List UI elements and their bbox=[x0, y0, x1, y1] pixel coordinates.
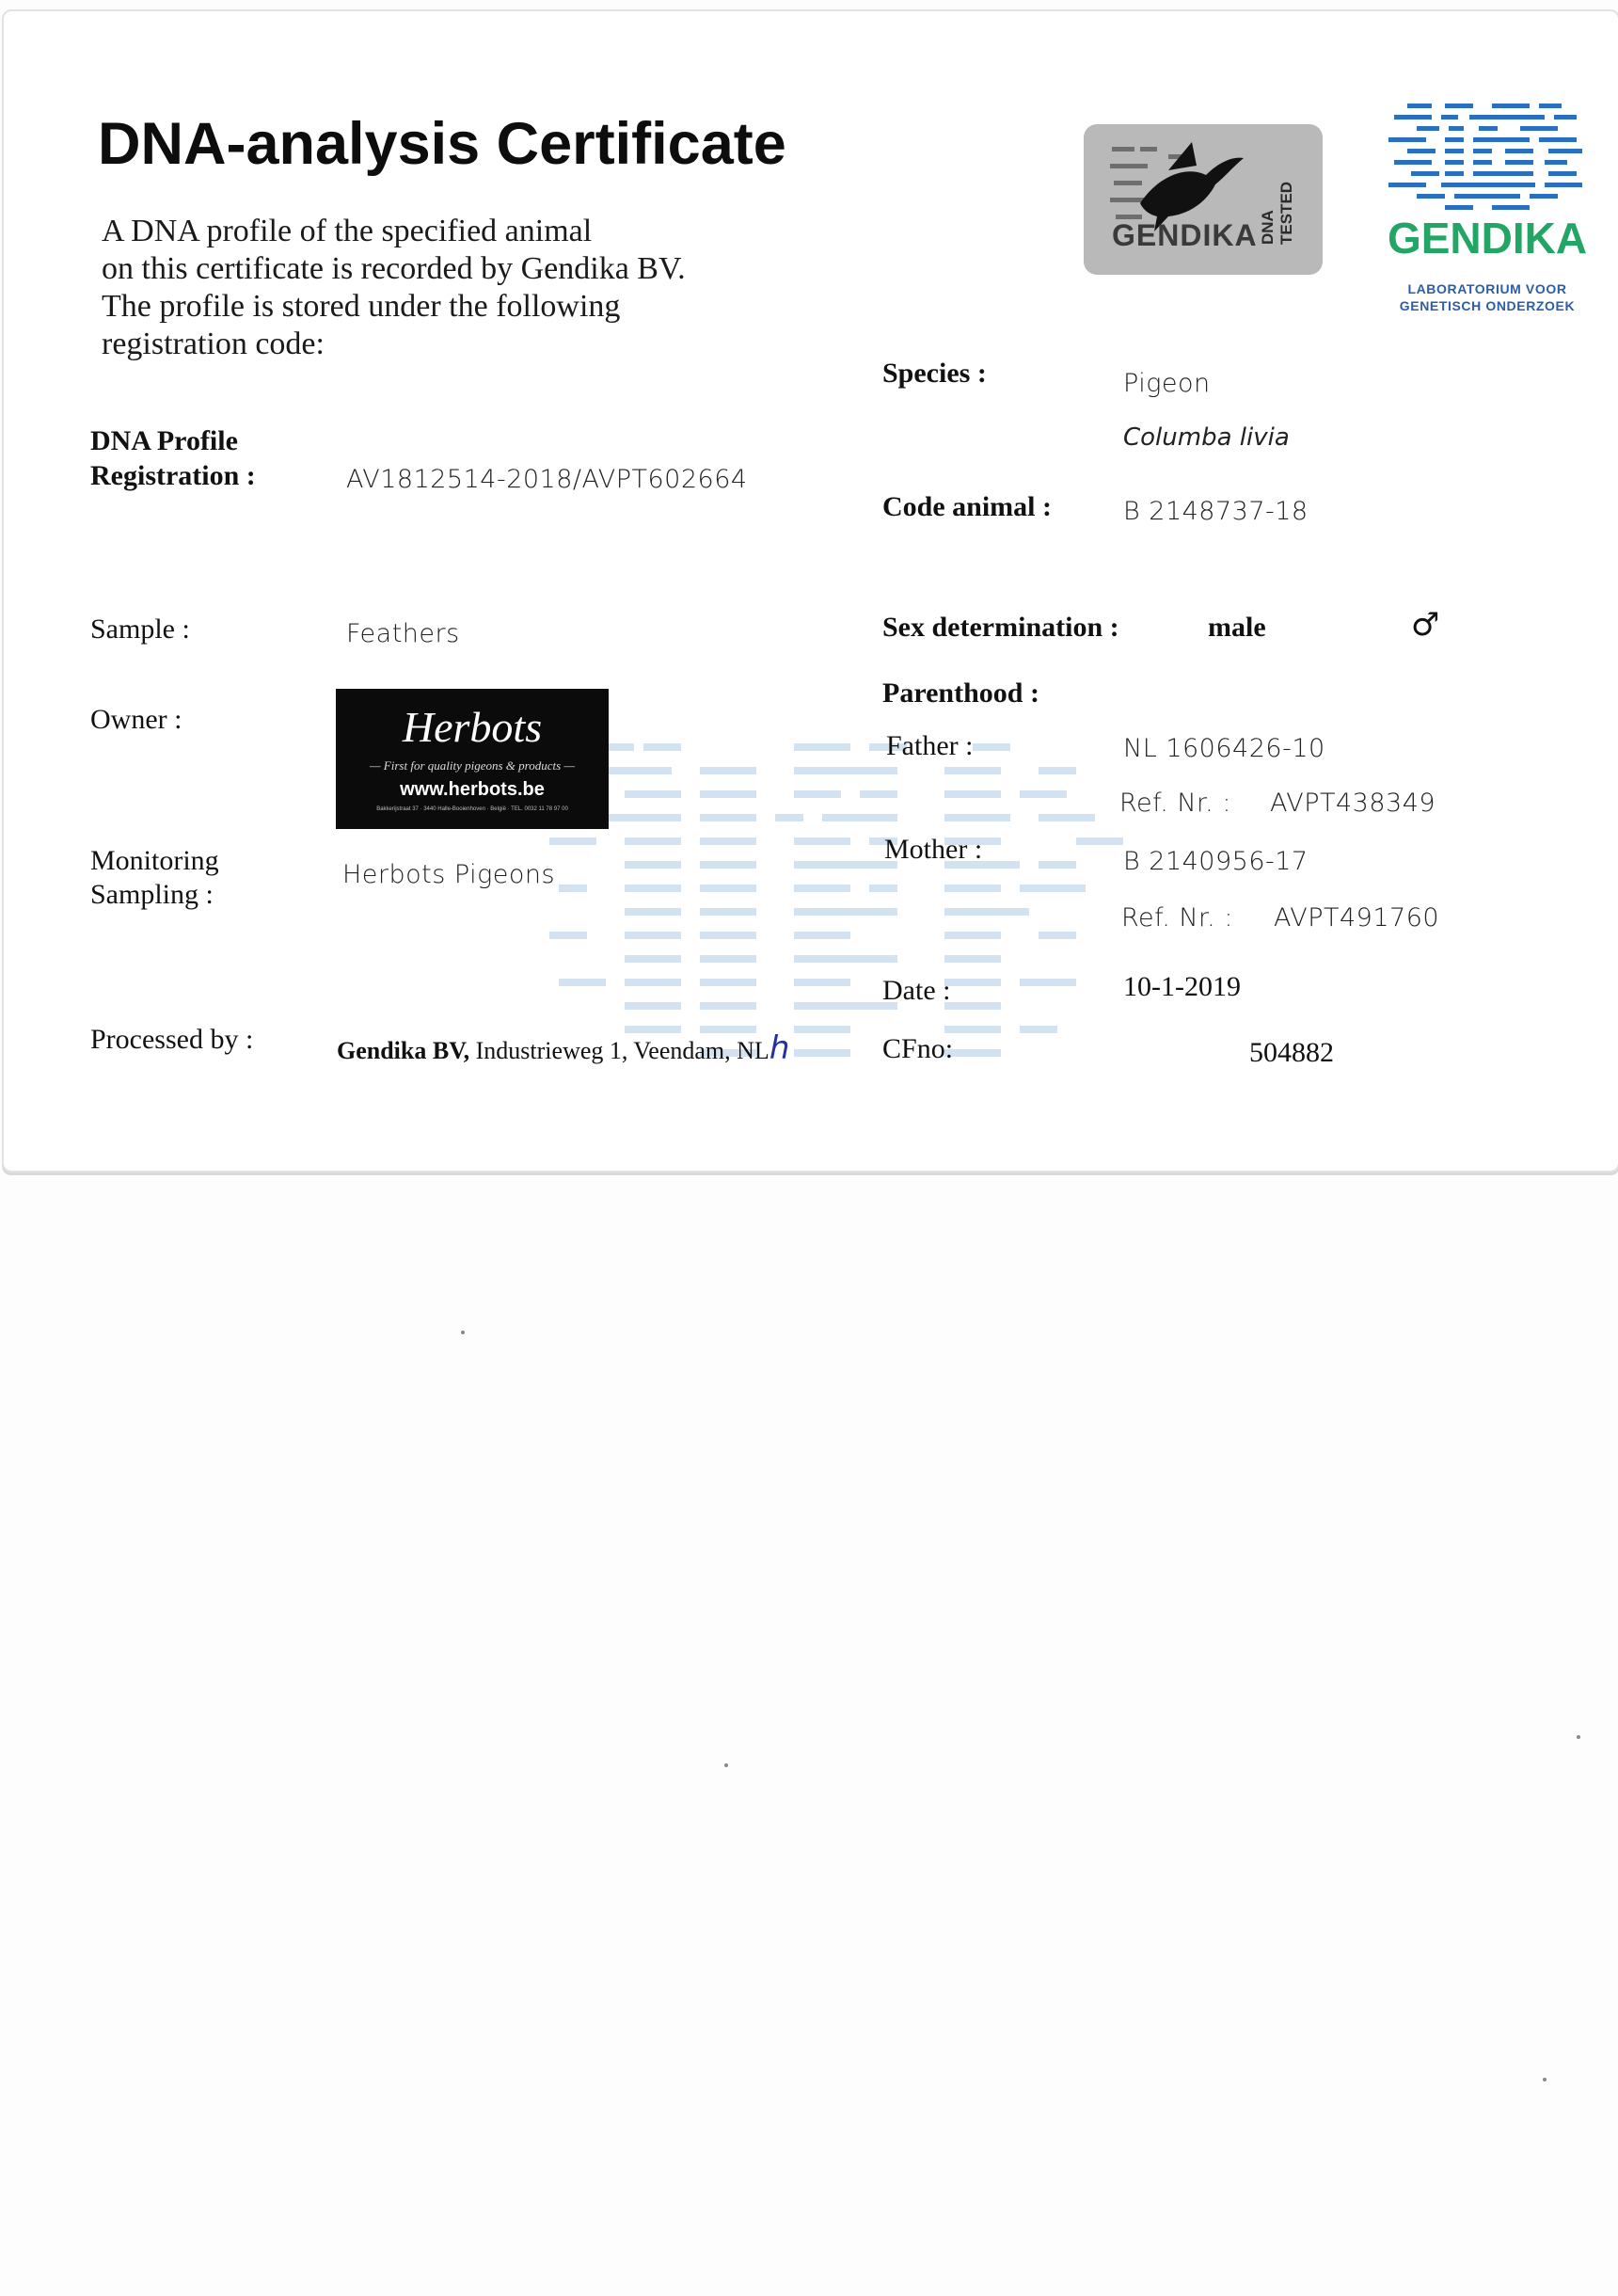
intro-line-2: on this certificate is recorded by Gendika BV. bbox=[102, 251, 686, 286]
gendika-subtitle-line-1: LABORATORIUM VOOR bbox=[1407, 281, 1567, 296]
certificate-card bbox=[2, 9, 1618, 1172]
dna-profile-label-2: Registration : bbox=[90, 460, 256, 491]
species-value: Pigeon bbox=[1123, 369, 1211, 398]
scan-speck bbox=[1543, 2078, 1547, 2081]
owner-label: Owner : bbox=[90, 704, 182, 735]
monitoring-label-2: Sampling : bbox=[90, 879, 214, 910]
processed-company: Gendika BV, bbox=[337, 1037, 470, 1064]
seal-brand: GENDIKA bbox=[1112, 218, 1258, 252]
father-value: NL 1606426-10 bbox=[1123, 734, 1325, 763]
male-symbol-icon: ♂ bbox=[1411, 606, 1440, 644]
scan-speck bbox=[461, 1331, 465, 1334]
processed-label: Processed by : bbox=[90, 1024, 254, 1055]
seal-side-text: DNA TESTED bbox=[1259, 181, 1295, 245]
owner-logo bbox=[336, 689, 609, 829]
mother-ref-label: Ref. Nr. : bbox=[1121, 903, 1233, 933]
sex-value: male bbox=[1208, 612, 1266, 643]
gendika-logo-icon bbox=[1388, 102, 1586, 215]
code-animal-value: B 2148737-18 bbox=[1123, 497, 1309, 526]
father-ref-label: Ref. Nr. : bbox=[1119, 789, 1231, 818]
owner-logo-tagline: — First for quality pigeons & products — bbox=[370, 758, 575, 773]
mother-value: B 2140956-17 bbox=[1123, 847, 1309, 876]
owner-logo-address: Bakkerijstraat 37 · 3440 Halle-Booienhoven · België · TEL. 0032 11 78 97 00 bbox=[376, 806, 568, 812]
scan-speck bbox=[724, 1763, 728, 1767]
gendika-brand-name: GENDIKA bbox=[1387, 214, 1588, 263]
dna-profile-value: AV1812514-2018/AVPT602664 bbox=[346, 465, 748, 494]
certificate-title: DNA-analysis Certificate bbox=[98, 111, 786, 177]
date-value: 10-1-2019 bbox=[1123, 971, 1241, 1002]
processed-value bbox=[337, 1029, 789, 1067]
gendika-subtitle bbox=[1383, 280, 1592, 314]
father-ref-value: AVPT438349 bbox=[1270, 789, 1436, 818]
owner-logo-url: www.herbots.be bbox=[400, 779, 545, 800]
mother-label: Mother : bbox=[884, 834, 983, 865]
parenthood-label: Parenthood : bbox=[882, 678, 1039, 709]
sample-value: Feathers bbox=[346, 619, 460, 648]
date-label: Date : bbox=[882, 975, 951, 1006]
owner-logo-name: Herbots bbox=[402, 703, 543, 751]
species-latin: Columba livia bbox=[1123, 423, 1290, 452]
dna-profile-label-1: DNA Profile bbox=[90, 425, 238, 456]
monitoring-label-1: Monitoring bbox=[90, 845, 219, 876]
dna-tested-seal bbox=[1084, 124, 1323, 275]
intro-line-4: registration code: bbox=[102, 327, 325, 361]
gendika-subtitle-line-2: GENETISCH ONDERZOEK bbox=[1399, 298, 1576, 313]
scan-speck bbox=[1577, 1735, 1580, 1739]
cfno-label: CFno: bbox=[882, 1033, 954, 1064]
father-label: Father : bbox=[886, 730, 974, 761]
sex-determination-label: Sex determination : bbox=[882, 612, 1119, 643]
monitoring-value: Herbots Pigeons bbox=[342, 860, 556, 889]
code-animal-label: Code animal : bbox=[882, 491, 1052, 522]
intro-line-1: A DNA profile of the specified animal bbox=[102, 214, 593, 248]
intro-line-3: The profile is stored under the following bbox=[102, 289, 621, 324]
cfno-value: 504882 bbox=[1249, 1037, 1334, 1068]
species-label: Species : bbox=[882, 358, 987, 389]
sample-label: Sample : bbox=[90, 614, 190, 645]
processed-handwritten-initial: h bbox=[769, 1029, 790, 1067]
mother-ref-value: AVPT491760 bbox=[1274, 903, 1440, 933]
processed-address: Industrieweg 1, Veendam, NL bbox=[469, 1037, 769, 1064]
